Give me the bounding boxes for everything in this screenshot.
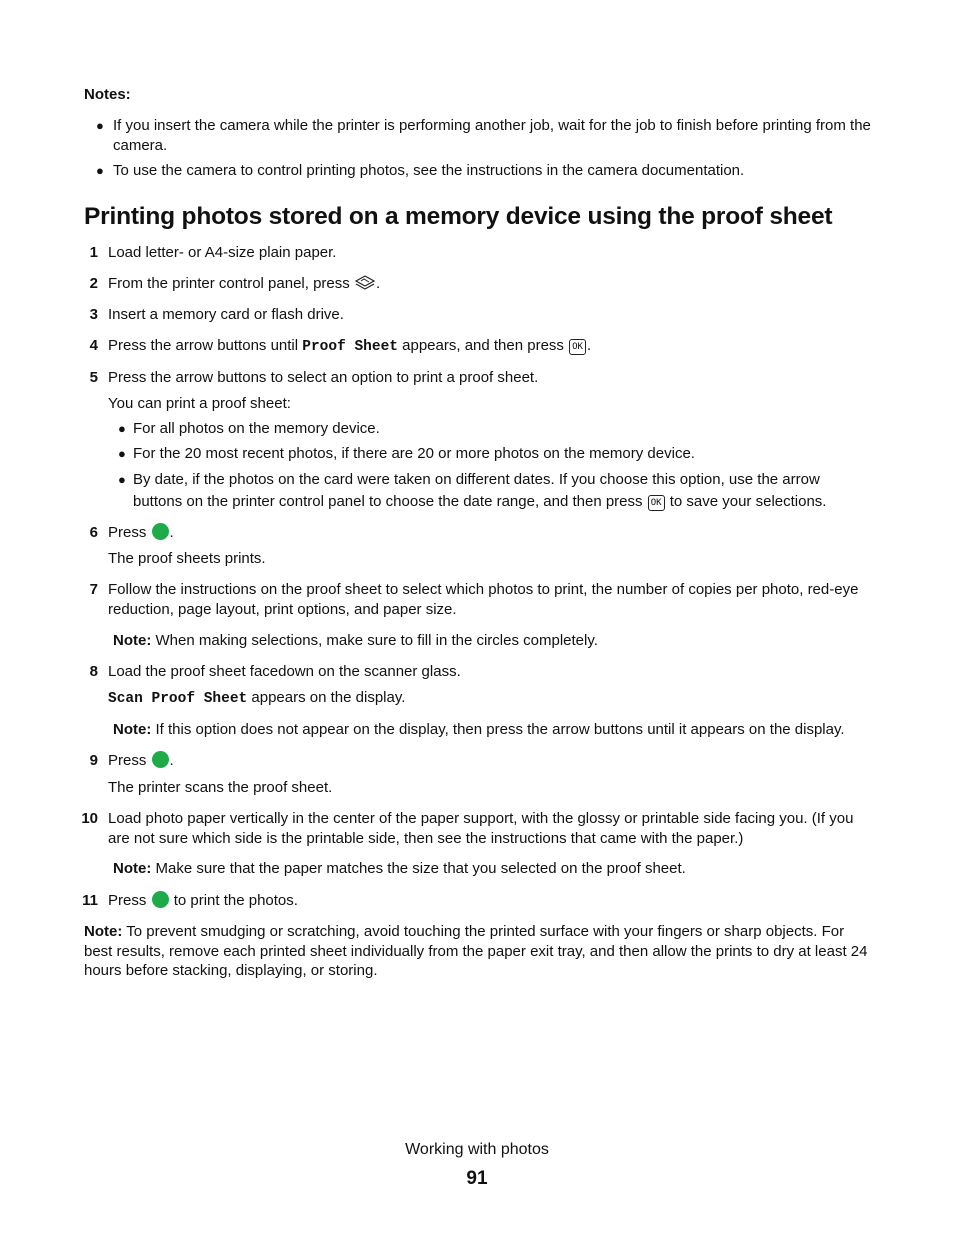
step-7-text: Follow the instructions on the proof sheet to select which photos to print, the number of copies per photo, red-eye reduction, page layout, print options, and paper size. — [108, 581, 859, 618]
option-3-pre: buttons on the printer control panel to choose the date range, and then press — [133, 493, 643, 510]
step-number: 11 — [82, 892, 98, 909]
option-2: For the 20 most recent photos, if there are 20 or more photos on the memory device. — [133, 445, 695, 462]
step-8-note — [113, 720, 845, 740]
step-5-sub: You can print a proof sheet: — [108, 395, 291, 412]
option-1: For all photos on the memory device. — [133, 420, 380, 437]
step-number: 7 — [89, 581, 98, 598]
step-8-display — [108, 688, 405, 709]
section-title: Printing photos stored on a memory device using the proof sheet — [84, 203, 833, 230]
note-text: If this option does not appear on the display, then press the arrow buttons until it appears on the display. — [155, 721, 845, 738]
note-label: Note: — [113, 632, 152, 649]
step-8-text: Load the proof sheet facedown on the scanner glass. — [108, 663, 461, 680]
step-6-pre: Press — [108, 524, 147, 541]
step-11-text — [108, 891, 298, 911]
step-number: 9 — [89, 752, 98, 769]
note-label: Note: — [113, 860, 152, 877]
step-2-post: . — [375, 275, 381, 292]
start-button-icon — [152, 523, 169, 540]
step-2-text — [108, 274, 380, 294]
step-6-post: . — [169, 524, 174, 541]
step-number: 1 — [89, 244, 98, 261]
step-number: 5 — [89, 369, 98, 386]
step-5-text: Press the arrow buttons to select an option to print a proof sheet. — [108, 369, 539, 386]
start-button-icon — [152, 751, 169, 768]
final-note — [84, 922, 876, 981]
bullet-dot: ● — [118, 421, 126, 436]
note-text: When making selections, make sure to fill in the circles completely. — [155, 632, 598, 649]
step-9-text — [108, 751, 174, 771]
photo-icon — [354, 274, 376, 290]
bullet-dot: ● — [96, 163, 104, 178]
step-10-text: Load photo paper vertically in the center of the paper support, with the glossy or printable side facing you. (If you are not sure which side is the printable side, then see the instructions that came with the paper.) — [108, 810, 854, 847]
note-item-2: To use the camera to control printing photos, see the instructions in the camera documentation. — [113, 162, 745, 179]
step-9-post: . — [169, 752, 174, 769]
step-number: 2 — [89, 275, 98, 292]
note-item-1: If you insert the camera while the printer is performing another job, wait for the job to finish before printing from the camera. — [113, 117, 871, 154]
footer-chapter-title: Working with photos — [405, 1141, 549, 1158]
step-9-pre: Press — [108, 752, 147, 769]
step-number: 6 — [89, 524, 98, 541]
display-text-scan-proof-sheet: Scan Proof Sheet — [108, 691, 248, 707]
option-3-post: to save your selections. — [669, 493, 827, 510]
step-number: 8 — [89, 663, 98, 680]
step-number: 4 — [89, 337, 98, 354]
bullet-dot: ● — [118, 446, 126, 461]
step-9-sub: The printer scans the proof sheet. — [108, 779, 333, 796]
note-text: Make sure that the paper matches the size that you selected on the proof sheet. — [155, 860, 686, 877]
ok-button-icon: OK — [569, 339, 586, 355]
step-4-mid: appears, and then press — [402, 337, 564, 354]
step-3-text: Insert a memory card or flash drive. — [108, 306, 344, 323]
option-3-line-1: By date, if the photos on the card were taken on different dates. If you choose this option, use the arrow — [133, 471, 820, 488]
step-6-sub: The proof sheets prints. — [108, 550, 266, 567]
step-7-note — [113, 631, 598, 651]
step-number: 3 — [89, 306, 98, 323]
note-label: Note: — [113, 721, 152, 738]
note-text: To prevent smudging or scratching, avoid touching the printed surface with your fingers or sharp objects. For best results, remove each printed sheet individually from the paper exit tray, and then allow the prints to dry at least 24 hours before stacking, displaying, or storing. — [84, 923, 868, 979]
bullet-dot: ● — [118, 472, 126, 487]
step-11-pre: Press — [108, 892, 147, 909]
start-button-icon — [152, 891, 169, 908]
step-number: 10 — [81, 810, 98, 827]
step-8-display-post: appears on the display. — [251, 689, 406, 706]
page-number: 91 — [466, 1168, 488, 1189]
step-4-pre: Press the arrow buttons until — [108, 337, 299, 354]
step-6-text — [108, 523, 174, 543]
display-text-proof-sheet: Proof Sheet — [302, 339, 398, 355]
bullet-dot: ● — [96, 118, 104, 133]
ok-button-icon: OK — [648, 495, 665, 511]
step-11-post: to print the photos. — [173, 892, 298, 909]
step-1-text: Load letter- or A4-size plain paper. — [108, 244, 337, 261]
step-2-pre: From the printer control panel, press — [108, 275, 350, 292]
step-4-post: . — [586, 337, 592, 354]
notes-heading: Notes: — [84, 86, 131, 103]
option-3-line-2 — [133, 492, 826, 512]
note-label: Note: — [84, 923, 123, 940]
step-10-note — [113, 859, 686, 879]
step-4-text — [108, 336, 591, 357]
